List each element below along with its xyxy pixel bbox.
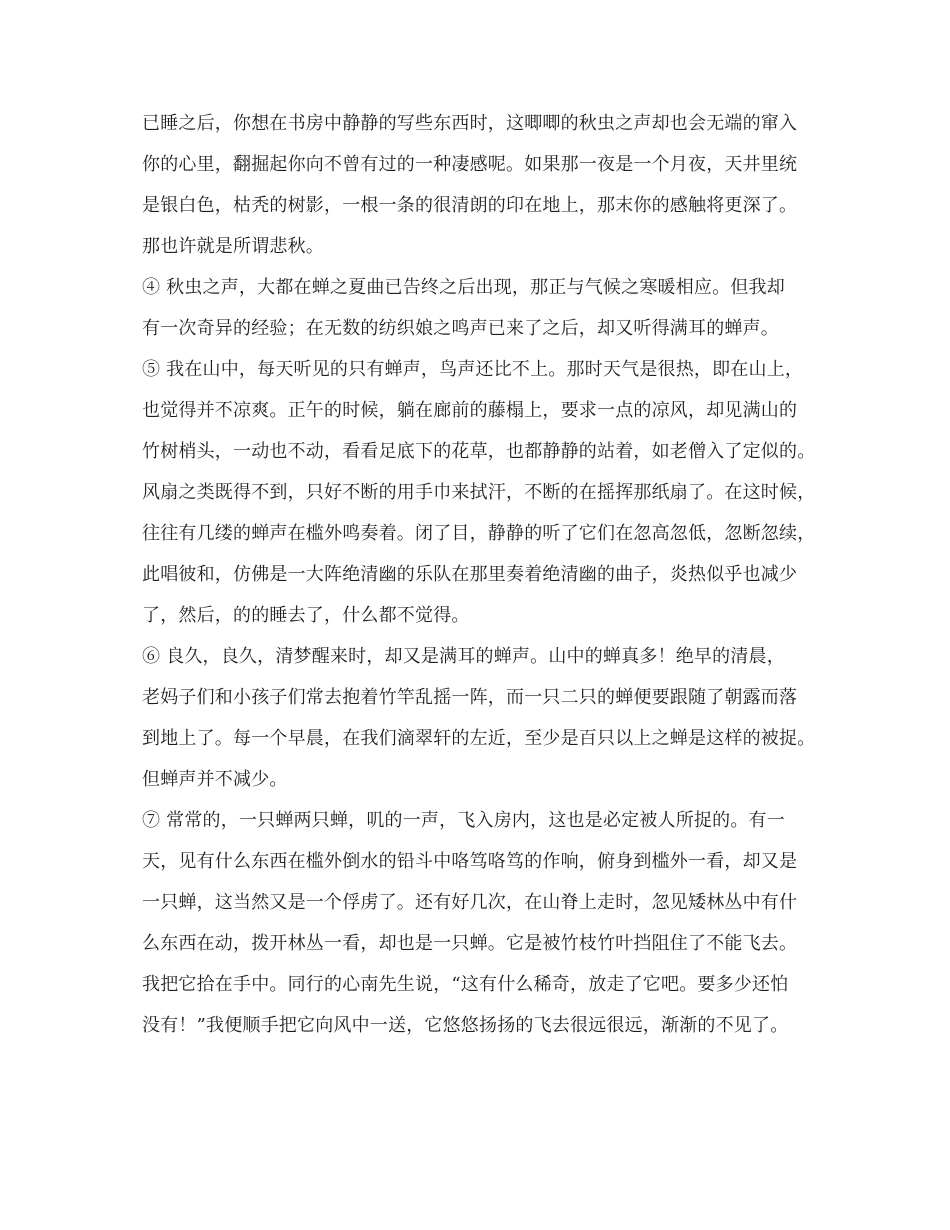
paragraph-6-start: ⑥ 良久，良久，清梦醒来时，却又是满耳的蝉声。山中的蝉真多！绝早的清晨， (142, 646, 785, 667)
text-line: 你的心里，翻掘起你向不曾有过的一种凄感呢。如果那一夜是一个月夜，天井里统 (142, 154, 798, 175)
text-line: 么东西在动，拨开林丛一看，却也是一只蝉。它是被竹枝竹叶挡阻住了不能飞去。 (142, 933, 798, 954)
paragraph-4-start: ④ 秋虫之声，大都在蝉之夏曲已告终之后出现，那正与气候之寒暖相应。但我却 (142, 277, 785, 298)
text-line: 风扇之类既得不到，只好不断的用手巾来拭汗，不断的在摇挥那纸扇了。在这时候， (142, 482, 816, 503)
text-line: 那也许就是所谓悲秋。 (142, 236, 324, 257)
text-line: 是银白色，枯秃的树影，一根一条的很清朗的印在地上，那末你的感触将更深了。 (142, 195, 798, 216)
paragraph-5-start: ⑤ 我在山中，每天听见的只有蝉声，鸟声还比不上。那时天气是很热，即在山上， (142, 359, 804, 380)
text-line: 一只蝉，这当然又是一个俘虏了。还有好几次，在山脊上走时，忽见矮林丛中有什 (142, 892, 798, 913)
text-line: 但蝉声并不减少。 (142, 769, 288, 790)
text-line: 我把它拾在手中。同行的心南先生说，“这有什么稀奇，放走了它吧。要多少还怕 (142, 974, 789, 995)
text-line: 也觉得并不凉爽。正午的时候，躺在廊前的藤榻上，要求一点的凉风，却见满山的 (142, 400, 798, 421)
text-line: 老妈子们和小孩子们常去抱着竹竿乱摇一阵，而一只二只的蝉便要跟随了朝露而落 (142, 687, 798, 708)
text-line: 此唱彼和，仿佛是一大阵绝清幽的乐队在那里奏着绝清幽的曲子，炎热似乎也减少 (142, 564, 798, 585)
text-line: 没有！”我便顺手把它向风中一送，它悠悠扬扬的飞去很远很远，渐渐的不见了。 (142, 1015, 789, 1036)
text-line: 已睡之后，你想在书房中静静的写些东西时，这唧唧的秋虫之声却也会无端的窜入 (142, 113, 798, 134)
paragraph-7-start: ⑦ 常常的，一只蝉两只蝉，叽的一声，飞入房内，这也是必定被人所捉的。有一 (142, 810, 785, 831)
text-line: 往往有几缕的蝉声在槛外鸣奏着。闭了目，静静的听了它们在忽高忽低，忽断忽续， (142, 523, 816, 544)
text-line: 有一次奇异的经验；在无数的纺织娘之鸣声已来了之后，却又听得满耳的蝉声。 (142, 318, 779, 339)
text-line: 竹树梢头，一动也不动，看看足底下的花草，也都静静的站着，如老僧入了定似的。 (142, 441, 816, 462)
text-line: 天，见有什么东西在槛外倒水的铅斗中咯笃咯笃的作响，俯身到槛外一看，却又是 (142, 851, 798, 872)
text-line: 了，然后，的的睡去了，什么都不觉得。 (142, 605, 470, 626)
text-line: 到地上了。每一个早晨，在我们滴翠轩的左近，至少是百只以上之蝉是这样的被捉。 (142, 728, 816, 749)
